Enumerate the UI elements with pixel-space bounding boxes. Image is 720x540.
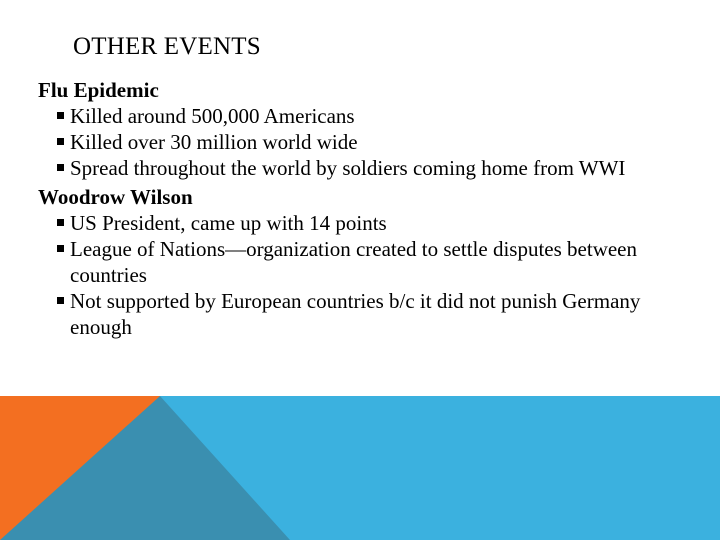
section-heading: Woodrow Wilson (38, 185, 193, 209)
bullet-text: Not supported by European countries b/c it did not punish Germany enough (70, 289, 641, 339)
slide-title: OTHER EVENTS (73, 33, 261, 60)
bullet-text: Spread throughout the world by soldiers coming home from WWI (70, 156, 626, 180)
list-item (38, 210, 678, 236)
list-item (38, 155, 678, 181)
list-item (38, 129, 678, 155)
bullet-text: Killed around 500,000 Americans (70, 104, 355, 128)
bullet-list (38, 103, 678, 185)
slide-content (38, 78, 678, 344)
bullet-text: Killed over 30 million world wide (70, 130, 358, 154)
section-flu-epidemic (38, 78, 678, 185)
bullet-list (38, 210, 678, 344)
square-bullet-icon (57, 164, 64, 171)
bullet-text: League of Nations—organization created to settle disputes between countries (70, 237, 637, 287)
list-item (38, 288, 678, 340)
list-item (38, 236, 678, 288)
bullet-text: US President, came up with 14 points (70, 211, 387, 235)
list-item (38, 103, 678, 129)
square-bullet-icon (57, 138, 64, 145)
square-bullet-icon (57, 245, 64, 252)
decorative-footer-shapes (0, 396, 720, 540)
section-heading: Flu Epidemic (38, 78, 159, 102)
square-bullet-icon (57, 219, 64, 226)
section-woodrow-wilson (38, 185, 678, 344)
square-bullet-icon (57, 297, 64, 304)
square-bullet-icon (57, 112, 64, 119)
